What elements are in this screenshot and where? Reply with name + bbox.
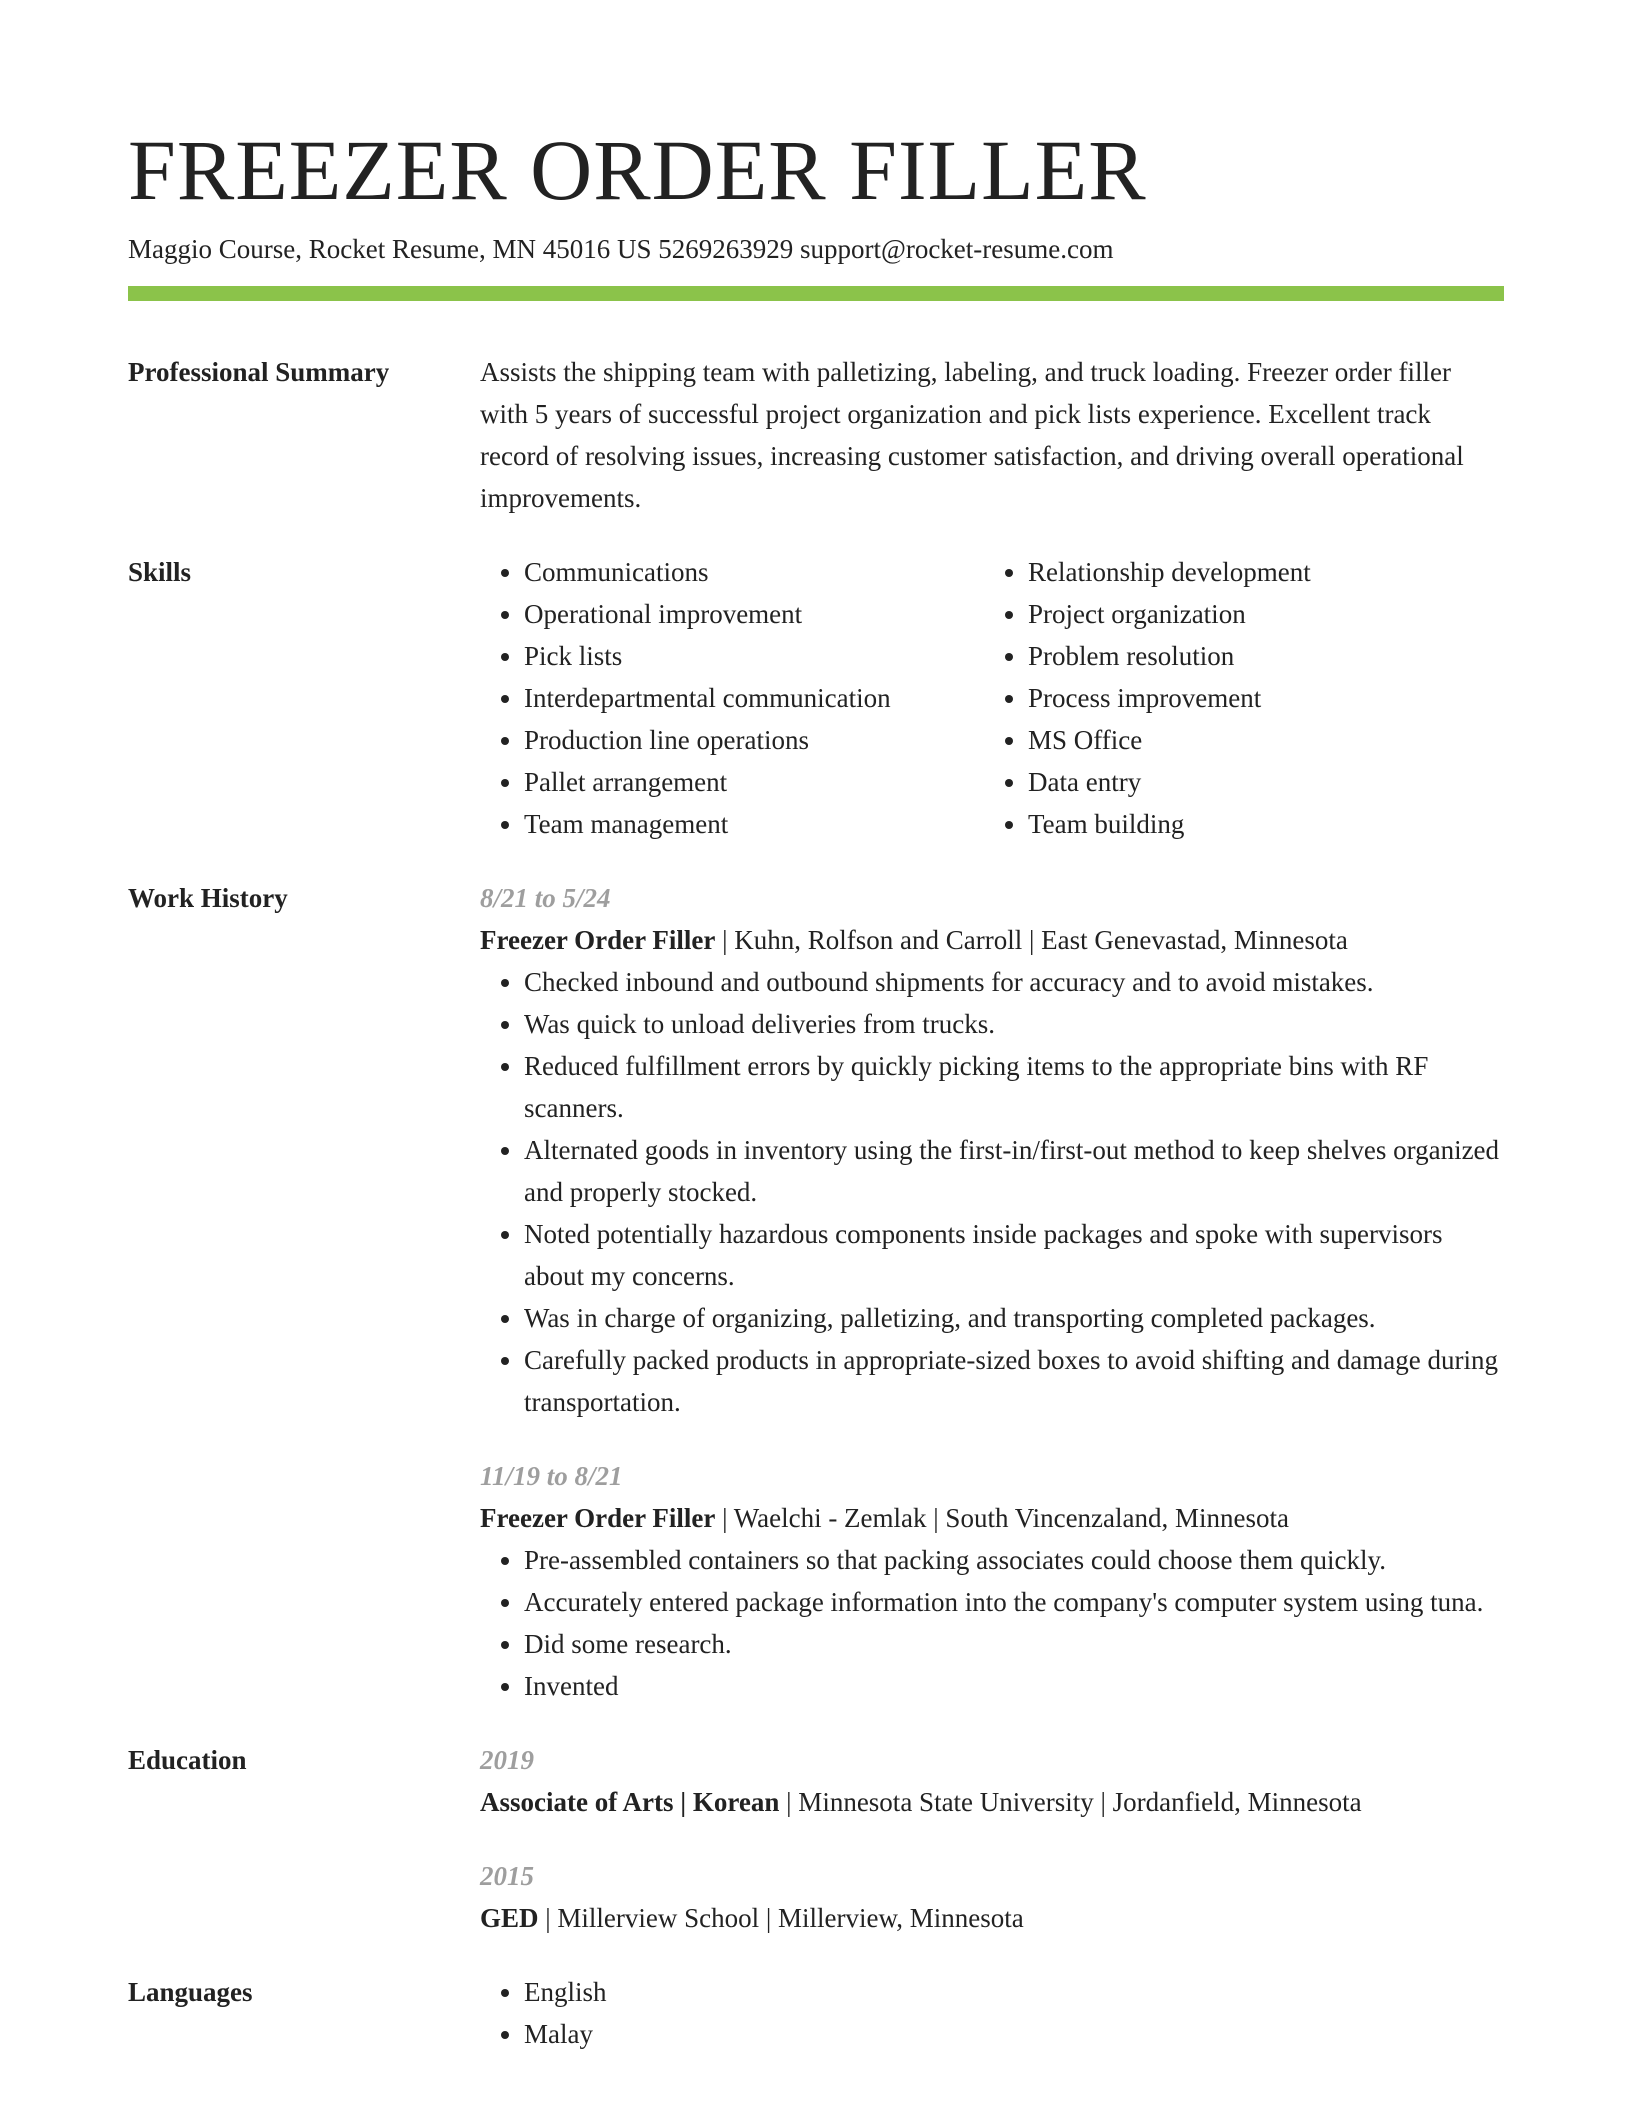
language-item: • English xyxy=(524,1971,1504,2013)
education-year: 2015 xyxy=(480,1861,534,1891)
education-body xyxy=(480,1739,1504,1939)
job-duty: • Alternated goods in inventory using the first-in/first-out method to keep shelves organized and properly stocked. xyxy=(524,1129,1504,1213)
resume-name: FREEZER ORDER FILLER xyxy=(128,122,1147,218)
education-heading xyxy=(480,1781,1504,1823)
languages-list xyxy=(480,1971,1504,2055)
job-duty: • Was quick to unload deliveries from trucks. xyxy=(524,1003,1504,1045)
job-title: Freezer Order Filler xyxy=(480,925,716,955)
education-degree: Associate of Arts | Korean xyxy=(480,1787,780,1817)
skills-section xyxy=(128,551,1504,845)
contact-line: Maggio Course, Rocket Resume, MN 45016 US 5269263929 support@rocket-resume.com xyxy=(128,234,1114,264)
work-history-label: Work History xyxy=(128,883,288,913)
skill-item: • Pick lists xyxy=(524,635,984,677)
job-dates: 11/19 to 8/21 xyxy=(480,1461,623,1491)
job-heading xyxy=(480,919,1504,961)
skill-item: • Interdepartmental communication xyxy=(524,677,984,719)
skill-item: • Problem resolution xyxy=(1028,635,1488,677)
job-duty: • Checked inbound and outbound shipments for accuracy and to avoid mistakes. xyxy=(524,961,1504,1003)
education-label: Education xyxy=(128,1745,247,1775)
job-employer-location: | Waelchi - Zemlak | South Vincenzaland, Minnesota xyxy=(715,1503,1289,1533)
job-entry xyxy=(480,877,1504,1423)
skill-item: • Pallet arrangement xyxy=(524,761,984,803)
skill-item: • Relationship development xyxy=(1028,551,1488,593)
skill-item: • Operational improvement xyxy=(524,593,984,635)
summary-section xyxy=(128,351,1504,519)
skill-item: • MS Office xyxy=(1028,719,1488,761)
summary-label: Professional Summary xyxy=(128,357,390,387)
job-duty: • Accurately entered package information into the company's computer system using tuna. xyxy=(524,1581,1504,1623)
skills-body xyxy=(480,551,1504,845)
skills-label: Skills xyxy=(128,557,192,587)
skill-item: • Team building xyxy=(1028,803,1488,845)
work-history-body xyxy=(480,877,1504,1707)
skill-item: • Process improvement xyxy=(1028,677,1488,719)
job-duty: • Did some research. xyxy=(524,1623,1504,1665)
job-duty: • Invented xyxy=(524,1665,1504,1707)
languages-body xyxy=(480,1971,1504,2055)
job-duty: • Was in charge of organizing, palletizing, and transporting completed packages. xyxy=(524,1297,1504,1339)
skills-column-1 xyxy=(480,551,984,845)
job-title: Freezer Order Filler xyxy=(480,1503,716,1533)
job-duties xyxy=(480,961,1504,1423)
job-duty: • Pre-assembled containers so that packing associates could choose them quickly. xyxy=(524,1539,1504,1581)
job-duty: • Noted potentially hazardous components inside packages and spoke with supervisors about my concerns. xyxy=(524,1213,1504,1297)
education-school-location: | Minnesota State University | Jordanfield, Minnesota xyxy=(779,1787,1362,1817)
language-item: • Malay xyxy=(524,2013,1504,2055)
accent-divider xyxy=(128,286,1504,301)
education-year: 2019 xyxy=(480,1745,534,1775)
skill-item: • Production line operations xyxy=(524,719,984,761)
education-degree: GED xyxy=(480,1903,539,1933)
work-history-section xyxy=(128,877,1504,1707)
skill-item: • Communications xyxy=(524,551,984,593)
languages-label: Languages xyxy=(128,1977,253,2007)
education-entry xyxy=(480,1739,1504,1823)
job-dates: 8/21 to 5/24 xyxy=(480,883,611,913)
resume-page xyxy=(128,0,1504,2055)
job-employer-location: | Kuhn, Rolfson and Carroll | East Genevastad, Minnesota xyxy=(715,925,1348,955)
education-heading xyxy=(480,1897,1504,1939)
skill-item: • Data entry xyxy=(1028,761,1488,803)
education-section xyxy=(128,1739,1504,1939)
summary-text: Assists the shipping team with palletizing, labeling, and truck loading. Freezer order filler with 5 years of successful project organization and pick lists experience. Excellent track record of resolving issues, increasing customer satisfaction, and driving overall operational improvements. xyxy=(480,357,1464,513)
skills-column-2 xyxy=(984,551,1488,845)
languages-section xyxy=(128,1971,1504,2055)
education-school-location: | Millerview School | Millerview, Minnesota xyxy=(538,1903,1024,1933)
education-entry xyxy=(480,1855,1504,1939)
job-duty: • Carefully packed products in appropriate-sized boxes to avoid shifting and damage during transportation. xyxy=(524,1339,1504,1423)
skill-item: • Team management xyxy=(524,803,984,845)
job-duties xyxy=(480,1539,1504,1707)
skill-item: • Project organization xyxy=(1028,593,1488,635)
job-duty: • Reduced fulfillment errors by quickly picking items to the appropriate bins with RF scanners. xyxy=(524,1045,1504,1129)
summary-body xyxy=(480,351,1504,519)
job-heading xyxy=(480,1497,1504,1539)
job-entry xyxy=(480,1455,1504,1707)
